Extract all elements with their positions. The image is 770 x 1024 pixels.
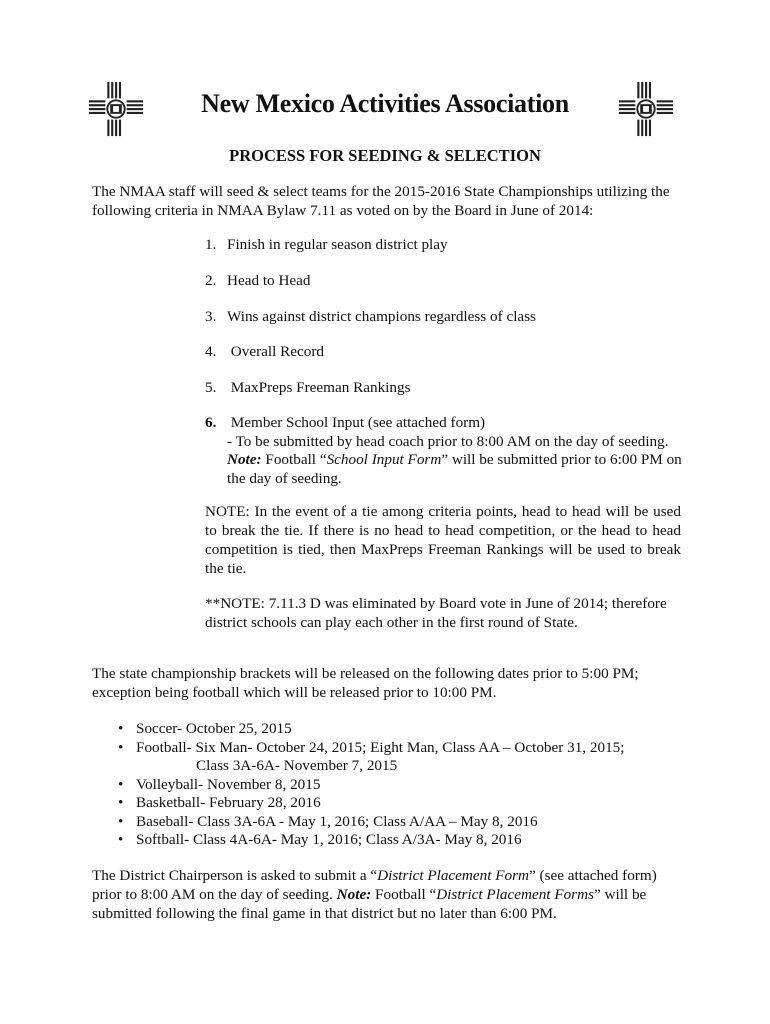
document-title: New Mexico Activities Association — [201, 89, 569, 118]
brackets-paragraph — [92, 664, 692, 702]
list-item-text: Basketball- February 28, 2016 — [136, 794, 321, 811]
list-item — [118, 813, 718, 832]
note-label: Note: — [336, 886, 372, 903]
bullet-icon: • — [118, 812, 124, 830]
tie-break-note: NOTE: In the event of a tie among criteria points, head to head will be used to break the tie. If there is no head to head competition, or the head to head competition is tied, then MaxPreps Freeman Rankings will be used to break the tie. — [205, 503, 681, 577]
brackets-line: The state championship brackets will be released on the following dates prior to 5:00 PM; — [92, 665, 639, 682]
intro-paragraph — [92, 182, 692, 220]
bullet-icon: • — [118, 738, 124, 756]
criterion-text: Finish in regular season district play — [227, 236, 448, 253]
closing-text: ” (see attached form) — [529, 867, 657, 884]
note-text: Football “ — [261, 451, 327, 468]
document-subtitle: PROCESS FOR SEEDING & SELECTION — [229, 146, 541, 165]
closing-text: Football “ — [371, 886, 437, 903]
criterion-text: Wins against district champions regardless of class — [227, 308, 536, 325]
list-item-text: Soccer- October 25, 2015 — [136, 720, 292, 737]
criterion-number: 2. — [205, 272, 217, 289]
criterion-number: 3. — [205, 308, 217, 325]
list-item — [118, 776, 718, 795]
eliminated-rule-note — [205, 594, 681, 632]
bullet-icon: • — [118, 831, 124, 848]
list-item — [118, 720, 718, 739]
criterion-text: Overall Record — [227, 343, 324, 360]
list-item — [118, 794, 718, 813]
closing-paragraph — [92, 866, 692, 923]
criterion-text: Head to Head — [227, 272, 311, 289]
closing-line — [92, 866, 692, 885]
bullet-icon: • — [118, 775, 124, 793]
criterion-text: Member School Input (see attached form) — [227, 414, 486, 431]
note-line: district schools can play each other in the first round of State. — [205, 614, 578, 631]
criterion-number: 1. — [205, 236, 217, 253]
criterion-detail-line: - To be submitted by head coach prior to 8:00 AM on the day of seeding. — [227, 432, 669, 450]
closing-text: prior to 8:00 AM on the day of seeding. — [92, 886, 337, 903]
release-dates-list — [118, 720, 718, 850]
bullet-icon: • — [118, 794, 124, 811]
criterion-item — [205, 308, 685, 327]
criterion-item — [205, 414, 685, 488]
form-name: School Input Form — [326, 451, 442, 468]
list-item-text: Volleyball- November 8, 2015 — [136, 775, 321, 793]
closing-text: The District Chairperson is asked to submit a “ — [92, 867, 378, 884]
criterion-number: 6. — [205, 414, 217, 431]
criterion-number: 5. — [205, 379, 217, 396]
note-text: ” will be submitted prior to 6:00 PM on — [441, 451, 682, 468]
form-name: District Placement Forms — [436, 886, 594, 903]
brackets-line: exception being football which will be released prior to 10:00 PM. — [92, 684, 497, 701]
list-item-text: Softball- Class 4A-6A- May 1, 2016; Class A/3A- May 8, 2016 — [136, 831, 522, 848]
list-item — [118, 831, 718, 850]
note-line: **NOTE: 7.11.3 D was eliminated by Board vote in June of 2014; therefore — [205, 595, 667, 612]
form-name: District Placement Form — [377, 867, 529, 884]
criterion-number: 4. — [205, 343, 217, 360]
closing-line: submitted following the final game in that district but no later than 6:00 PM. — [92, 905, 557, 922]
criterion-detail — [205, 433, 685, 489]
criterion-item — [205, 343, 685, 362]
intro-line: following criteria in NMAA Bylaw 7.11 as voted on by the Board in June of 2014: — [92, 202, 594, 219]
list-item — [118, 739, 718, 776]
closing-line — [92, 885, 692, 904]
note-label: Note: — [227, 451, 262, 468]
criterion-detail-line: the day of seeding. — [227, 469, 342, 487]
list-item-text: Football- Six Man- October 24, 2015; Eight Man, Class AA – October 31, 2015; — [136, 738, 625, 756]
criterion-item — [205, 236, 685, 255]
closing-text: ” will be — [593, 886, 647, 903]
intro-line: The NMAA staff will seed & select teams for the 2015-2016 State Championships utilizing the — [92, 183, 670, 200]
bullet-icon: • — [118, 720, 124, 737]
list-item-text: Baseball- Class 3A-6A - May 1, 2016; Class A/AA – May 8, 2016 — [136, 812, 538, 830]
criterion-item — [205, 379, 685, 398]
criterion-text: MaxPreps Freeman Rankings — [227, 379, 411, 396]
criterion-detail-note — [227, 451, 685, 470]
criterion-item — [205, 272, 685, 291]
list-item-continuation: Class 3A-6A- November 7, 2015 — [196, 757, 398, 774]
